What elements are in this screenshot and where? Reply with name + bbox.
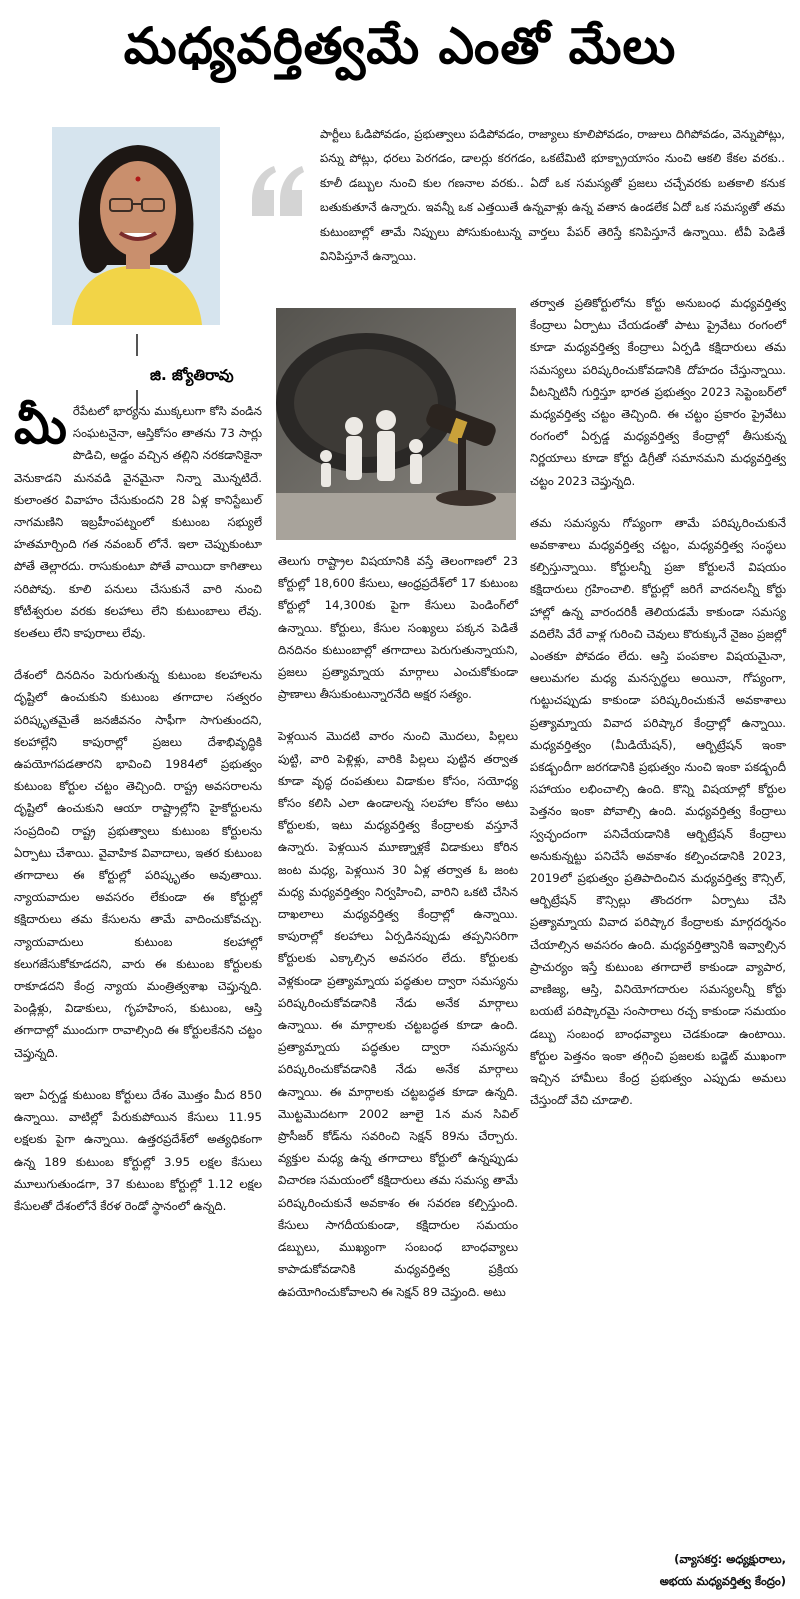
paragraph-4: తెలుగు రాష్ట్రాల విషయానికి వస్తే తెలంగాణలో 23 కోర్టుల్లో 18,600 కేసులు, ఆంధ్రప్రదేశ్‌లో 17 కుటుంబ కోర్టుల్లో 14,300కు పైగా కేసులు పెండింగ్‌లో ఉన్నాయి. కోర్టులు, కేసుల సంఖ్యలు పక్కన పెడితే దినదినం కుటుంబాల్లో తగాదాలు పెరుగుతున్నాయని, ప్రజలు ప్రత్యామ్నాయ మార్గాలు ఎంచుకోకుండా ప్రాణాలు తీసుకుంటున్నారనేది అక్షర సత్యం.	[278, 554, 518, 702]
hero-image-family-gavel	[276, 308, 516, 540]
gavel-family-illustration	[276, 308, 516, 540]
paragraph-7: తమ సమస్యను గోప్యంగా తామే పరిష్కరించుకునే అవకాశాలు మధ్యవర్తిత్వ చట్టం, మధ్యవర్తిత్వ సంస్థలు కల్పిస్తున్నాయి. కోర్టులన్నీ ప్రజా కోర్టులనే విషయం కక్షిదారులు గ్రహించాలి. కోర్టుల్లో జరిగే వాదనలన్నీ కోర్టు హాల్లో ఉన్న వారందరికీ తెలియడమే కాకుండా సమస్య వదిలేసి వేరే వాళ్ల గురించి చెవులు కొరుక్కునే నైజం ప్రజల్లో ఎంతకూ పోవడం లేదు. ఆస్తి పంపకాల విషయమైనా, ఆలుమగల మధ్య మనస్పర్థలు అయినా, గోప్యంగా, గుట్టుచప్పుడు కాకుండా పరిష్కరించుకునే అవకాశాలు ప్రత్యామ్నాయ వివాద పరిష్కార కేంద్రాల్లో ఉన్నాయి. మధ్యవర్తిత్వం (మీడియేషన్), ఆర్బిట్రేషన్ ఇంకా పకడ్బందీగా జరగడానికి ప్రభుత్వం నుంచి ఇంకా పకడ్బందీ సహాయం లభించాల్సి ఉంది. కొన్ని విషయాల్లో కోర్టుల పెత్తనం ఇంకా పోవాల్సి ఉంది. మధ్యవర్తిత్వ కేంద్రాలు స్వచ్ఛందంగా పనిచేయడానికి ఆర్బిట్రేషన్ కేంద్రాలు అనుకున్నట్టు పనిచేసే అవకాశం కల్పించడానికి 2023, 2019లో ప్రభుత్వం ప్రతిపాదించిన మధ్యవర్తిత్వ కౌన్సిల్, ఆర్బిట్రేషన్ కౌన్సిల్లు తొందరగా ఏర్పాటు చేసి ప్రత్యామ్నాయ వివాద పరిష్కార కేంద్రాలకు మార్గదర్శనం చేయాల్సిన అవసరం ఉంది. మధ్యవర్తిత్వానికి ఇవ్వాల్సిన ప్రాచుర్యం ఇస్తే కుటుంబ తగాదాలే కాకుండా వ్యాపార, వాణిజ్య, ఆస్తి, వినియోగదారుల సమస్యలన్నీ కోర్టు బయటే పరిష్కారమై సంసారాలు రచ్చ కాకుండా సమయం డబ్బు సంబంధ బాంధవ్యాలు చెడకుండా ఉంటాయి. కోర్టుల పెత్తనం ఇంకా తగ్గించి ప్రజలకు బడ్జెట్ ముఖంగా ఇచ్చిన హామీలు కేంద్ర ప్రభుత్వం ఎప్పుడు అమలు చేస్తుందో వేచి చూడాలి.	[530, 515, 786, 1108]
author-photo	[52, 127, 220, 325]
paragraph-6: తర్వాత ప్రతికోర్టులోను కోర్టు అనుబంధ మధ్యవర్తిత్వ కేంద్రాలు ఏర్పాటు చేయడంతో పాటు ప్రైవేటు రంగంలో కూడా మధ్యవర్తిత్వ కేంద్రాలు ఏర్పడి కక్షిదారులు తమ సమస్యలు పరిష్కరించుకోవడానికి దోహదం చేస్తున్నాయి. వీటన్నిటినీ గుర్తిస్తూ భారత ప్రభుత్వం 2023 సెప్టెంబర్‌లో మధ్యవర్తిత్వ చట్టం తెచ్చింది. ఈ చట్టం ప్రకారం ప్రైవేటు రంగంలో ఏర్పడ్డ మధ్యవర్తిత్వ కేంద్రాల్లో తీసుకున్న నిర్ణయాలు కూడా కోర్టు డిగ్రీతో సమానమని మధ్యవర్తిత్వ చట్టం 2023 చెప్తున్నది.	[530, 296, 786, 488]
article-column-2	[278, 550, 518, 1323]
author-byline: జి. జ్యోతిరావు	[150, 366, 234, 384]
article-column-3	[530, 292, 786, 1131]
author-portrait-illustration	[52, 127, 220, 325]
signature-line-1: (వ్యాసకర్త: అధ్యక్షురాలు,	[674, 1552, 786, 1566]
pull-quote: పార్టీలు ఓడిపోవడం, ప్రభుత్వాలు పడిపోవడం, రాజ్యాలు కూలిపోవడం, రాజులు దిగిపోవడం, వెన్నుపోట్లు, పన్ను పోట్లు, ధరలు పెరగడం, డాలర్లు కరగడం, ఒకటేమిటి భూక్బ్రాయాసం నుంచి ఆకలి కేకల వరకు.. కూలీ డబ్బుల నుంచి కుల గణనాల వరకు.. ఏదో ఒక సమస్యతో ప్రజలు చచ్చేవరకు బతకాలి కనుక బతుకుతూనే ఉన్నారు. ఇవన్నీ ఒక ఎత్తయితే ఉన్నవాళ్లు ఉన్న వతాన ఉండలేక ఏదో ఒక సమస్యతో తమ కుటుంబాల్లో తామే నిప్పులు పోసుకుంటున్న వార్తలు పేపర్ తెరిస్తే కనిపిస్తూనే ఉన్నాయి. టీవీ పెడితే వినిపిస్తూనే ఉన్నాయి.	[320, 127, 786, 264]
paragraph-5: పెళ్లయిన మొదటి వారం నుంచి మొదలు, పిల్లలు పుట్టి, వారి పెళ్లిళ్లు, వారికి పిల్లలు పుట్టిన తర్వాత కూడా వృద్ధ దంపతులు విడాకుల కోసం, సయోధ్య కోసం కలిసి ఎలా ఉండాలన్న సలహాల కోసం అటు కోర్టులకు, ఇటు మధ్యవర్తిత్వ కేంద్రాలకు వస్తూనే ఉన్నారు. పెళ్లయిన మూణ్నాళ్లకే విడాకులు కోరిన జంట మధ్య, పెళ్లయిన 30 ఏళ్ల తర్వాత ఓ జంట మధ్య మధ్యవర్తిత్వం నిర్వహించి, వారిని ఒకటి చేసిన దాఖలాలు మధ్యవర్తిత్వ కేంద్రాల్లో ఉన్నాయి. కాపురాల్లో కలహాలు ఏర్పడినప్పుడు తప్పనిసరిగా కోర్టులకు ఎక్కాల్సిన అవసరం లేదు. కోర్టులకు వెళ్లకుండా ప్రత్యామ్నాయ పద్ధతుల ద్వారా సమస్యను పరిష్కరించుకోవడానికి నేడు అనేక మార్గాలు ఉన్నాయి. ఈ మార్గాలకు చట్టబద్ధత కూడా ఉంది. ప్రత్యామ్నాయ పద్ధతుల ద్వారా సమస్యను పరిష్కరించుకోవడానికి నేడు అనేక మార్గాలు ఉన్నాయి. ఈ మార్గాలకు చట్టబద్ధత కూడా ఉన్నది. మొట్టమొదటగా 2002 జూలై 1న మన సివిల్ ప్రొసీజర్ కోడ్‌ను సవరించి సెక్షన్ 89ను చేర్చారు. వ్యక్తుల మధ్య ఉన్న తగాదాలు కోర్టులో ఉన్నప్పుడు విచారణ సమయంలో కక్షిదారులు తమ సమస్య తామే పరిష్కరించుకునే అవకాశం ఈ సవరణ కల్పిస్తుంది. కేసులు సాగదీయకుండా, కక్షిదారుల సమయం డబ్బులు, ముఖ్యంగా సంబంధ బాంధవ్యాలు కాపాడుకోవడానికి మధ్యవర్తిత్వ ప్రక్రియ ఉపయోగించుకోవాలని ఈ సెక్షన్ 89 చెప్తుంది. అటు	[278, 729, 518, 1299]
headline: మధ్యవర్తిత్వమే ఎంతో మేలు	[123, 16, 677, 75]
byline-rule-top	[136, 334, 138, 356]
paragraph-3: ఇలా ఏర్పడ్డ కుటుంబ కోర్టులు దేశం మొత్తం మీద 850 ఉన్నాయి. వాటిల్లో పేరుకుపోయిన కేసులు 11.95 లక్షలకు పైగా ఉన్నాయి. ఉత్తరప్రదేశ్‌లో అత్యధికంగా ఉన్న 189 కుటుంబ కోర్టుల్లో 3.95 లక్షల కేసులు మూలుగుతుండగా, 37 కుటుంబ కోర్టుల్లో 1.12 లక్షల కేసులతో దేశంలోనే కేరళ రెండో స్థానంలో ఉన్నది.	[14, 1087, 262, 1213]
paragraph-1-text: రేపేటలో భార్యను ముక్కలుగా కోసి వండిన సంఘటనైనా, ఆస్తికోసం తాతను 73 సార్లు పొడిచి, అడ్డం వచ్చిన తల్లిని నరకడానికైనా వెనుకాడని మనవడి వైనమైనా నిన్నా మొన్నటిదే. కులాంతర వివాహం చేసుకుందని 28 ఏళ్ల కానిస్టేబుల్ నాగమణిని ఇబ్రహీంపట్నంలో కుటుంబ సభ్యులే హతమార్చింది గత నవంబర్ లోనే. ఇలా చెప్పుకుంటూ పోతే తెల్లారదు. రాసుకుంటూ పోతే వాయిదా కాగితాలు సరిపోవు. కూలి పనులు చేసుకునే వారి నుంచి కోటీశ్వరుల వరకు కలహాలు లేని కుటుంబాలు లేవు. కలతలు లేని కాపురాలు లేవు.	[14, 404, 262, 641]
drop-cap: మీ	[14, 397, 67, 455]
article-column-1	[14, 397, 262, 1237]
paragraph-2: దేశంలో దినదినం పెరుగుతున్న కుటుంబ కలహాలను దృష్టిలో ఉంచుకుని కుటుంబ తగాదాల సత్వరం పరిష్కృతమైతే జనజీవనం సాఫీగా సాగుతుందని, కలహాల్లేని కాపురాల్లో ప్రజలు దేశాభివృద్ధికి ఉపయోగపడతారని భావించి 1984లో ప్రభుత్వం కుటుంబ కోర్టుల చట్టం తెచ్చింది. రాష్ట్ర అవసరాలను దృష్టిలో ఉంచుకుని ఆయా రాష్ట్రాల్లోని హైకోర్టులను సంప్రదించి రాష్ట్ర ప్రభుత్వాలు కుటుంబ కోర్టులను ఏర్పాటు చేశాయి. వైవాహిక వివాదాలు, ఇతర కుటుంబ తగాదాలు ఈ కోర్టుల్లో పరిష్కృతం అవుతాయి. న్యాయవాదుల అవసరం లేకుండా ఈ కోర్టుల్లో కక్షిదారులు తమ కేసులను తామే వాదించుకోవచ్చు. న్యాయవాదులు కుటుంబ కలహాల్లో కలుగజేసుకోకూడదని, వారు ఈ కుటుంబ కోర్టులకు రాకూడదని కేంద్ర న్యాయ మంత్రిత్వశాఖ చెప్తున్నది. పెండ్లిళ్లు, విడాకులు, గృహహింస, కుటుంబ, ఆస్తి తగాదాల్లో ముందుగా రావాల్సింది ఈ కోర్టులకేనని చట్టం చెప్తున్నది.	[14, 668, 262, 1060]
paragraph-1	[14, 397, 262, 644]
author-signature	[560, 1548, 786, 1592]
signature-line-2: అభయ మధ్యవర్తిత్వ కేంద్రం)	[659, 1574, 786, 1588]
quote-mark-icon	[248, 160, 308, 230]
